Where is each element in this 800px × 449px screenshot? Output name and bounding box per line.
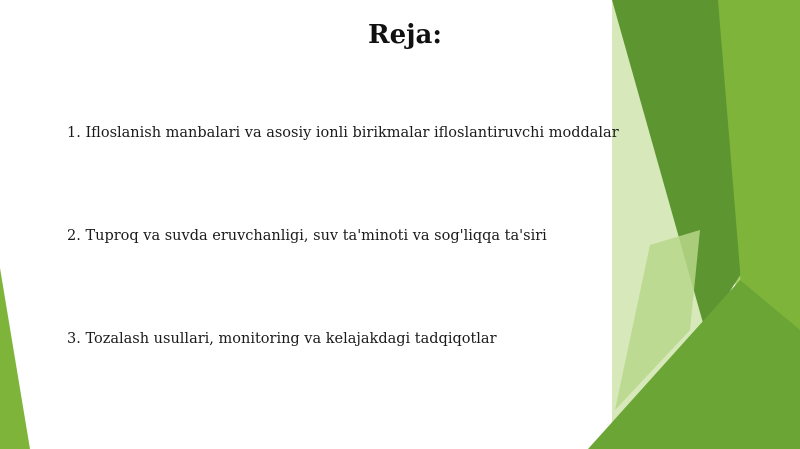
plan-item-3: 3. Tozalash usullari, monitoring va kelajakdagi tadqiqotlar <box>67 331 497 347</box>
plan-item-2: 2. Tuproq va suvda eruvchanligi, suv ta'minoti va sog'liqqa ta'siri <box>67 228 547 244</box>
left-edge-facet <box>0 268 30 449</box>
slide-title: Reja: <box>367 20 442 50</box>
plan-item-1: 1. Ifloslanish manbalari va asosiy ionli birikmalar ifloslantiruvchi moddalar <box>67 125 619 141</box>
